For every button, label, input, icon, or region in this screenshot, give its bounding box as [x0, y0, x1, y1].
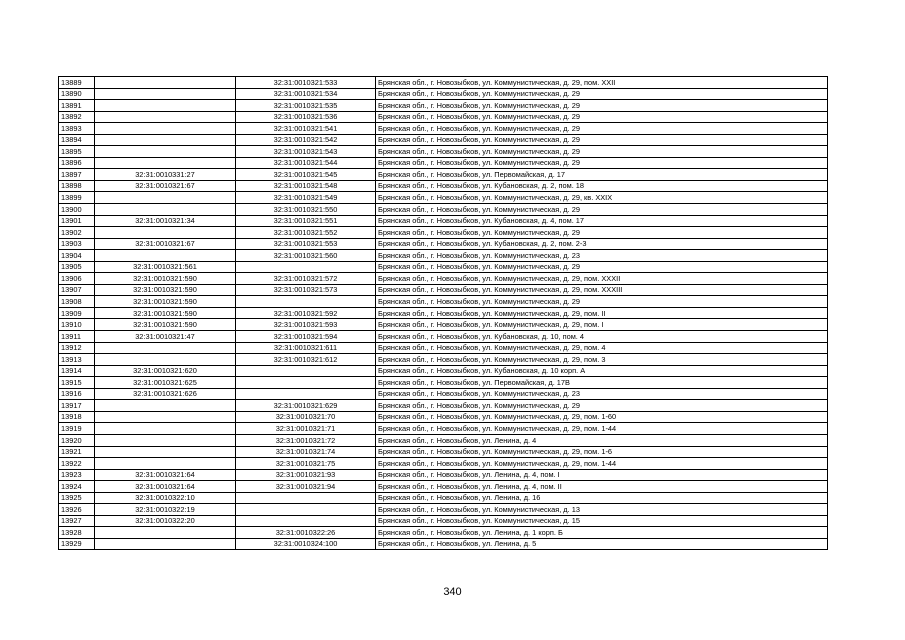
address-cell: Брянская обл., г. Новозыбков, ул. Коммунистическая, д. 29, пом. 4 — [376, 342, 828, 354]
row-number-cell: 13895 — [59, 146, 95, 158]
row-number-cell: 13916 — [59, 388, 95, 400]
object-cadastral-number-cell — [236, 515, 376, 527]
address-cell: Брянская обл., г. Новозыбков, ул. Коммунистическая, д. 29 — [376, 146, 828, 158]
land-cadastral-number-cell: 32:31:0010321:561 — [95, 261, 236, 273]
row-number-cell: 13899 — [59, 192, 95, 204]
table-row — [59, 446, 828, 458]
table-row — [59, 180, 828, 192]
land-cadastral-number-cell: 32:31:0010321:625 — [95, 377, 236, 389]
row-number-cell: 13911 — [59, 331, 95, 343]
row-number-cell: 13902 — [59, 227, 95, 239]
object-cadastral-number-cell: 32:31:0010321:549 — [236, 192, 376, 204]
table-row — [59, 504, 828, 516]
object-cadastral-number-cell: 32:31:0010321:542 — [236, 134, 376, 146]
object-cadastral-number-cell — [236, 377, 376, 389]
row-number-cell: 13915 — [59, 377, 95, 389]
row-number-cell: 13889 — [59, 77, 95, 89]
land-cadastral-number-cell — [95, 146, 236, 158]
row-number-cell: 13893 — [59, 123, 95, 135]
address-cell: Брянская обл., г. Новозыбков, ул. Коммунистическая, д. 23 — [376, 388, 828, 400]
object-cadastral-number-cell: 32:31:0010321:553 — [236, 238, 376, 250]
table-row — [59, 492, 828, 504]
object-cadastral-number-cell — [236, 388, 376, 400]
land-cadastral-number-cell: 32:31:0010321:590 — [95, 273, 236, 285]
table-row — [59, 411, 828, 423]
address-cell: Брянская обл., г. Новозыбков, ул. Кубановская, д. 10 корп. А — [376, 365, 828, 377]
row-number-cell: 13892 — [59, 111, 95, 123]
address-cell: Брянская обл., г. Новозыбков, ул. Коммунистическая, д. 29 — [376, 227, 828, 239]
object-cadastral-number-cell: 32:31:0010321:533 — [236, 77, 376, 89]
table-row — [59, 538, 828, 550]
address-cell: Брянская обл., г. Новозыбков, ул. Ленина, д. 4 — [376, 434, 828, 446]
row-number-cell: 13901 — [59, 215, 95, 227]
land-cadastral-number-cell: 32:31:0010321:626 — [95, 388, 236, 400]
address-cell: Брянская обл., г. Новозыбков, ул. Коммунистическая, д. 29 — [376, 100, 828, 112]
land-cadastral-number-cell: 32:31:0010321:64 — [95, 481, 236, 493]
row-number-cell: 13922 — [59, 458, 95, 470]
table-row — [59, 261, 828, 273]
row-number-cell: 13898 — [59, 180, 95, 192]
object-cadastral-number-cell: 32:31:0010322:26 — [236, 527, 376, 539]
object-cadastral-number-cell: 32:31:0010321:535 — [236, 100, 376, 112]
address-cell: Брянская обл., г. Новозыбков, ул. Кубановская, д. 2, пом. 2-3 — [376, 238, 828, 250]
table-row — [59, 157, 828, 169]
address-cell: Брянская обл., г. Новозыбков, ул. Коммунистическая, д. 29, пом. XXII — [376, 77, 828, 89]
table-row — [59, 192, 828, 204]
table-row — [59, 365, 828, 377]
registry-table-body — [59, 77, 828, 550]
row-number-cell: 13924 — [59, 481, 95, 493]
table-row — [59, 215, 828, 227]
object-cadastral-number-cell: 32:31:0010321:94 — [236, 481, 376, 493]
table-row — [59, 250, 828, 262]
object-cadastral-number-cell: 32:31:0010321:70 — [236, 411, 376, 423]
table-row — [59, 354, 828, 366]
address-cell: Брянская обл., г. Новозыбков, ул. Коммунистическая, д. 29, пом. II — [376, 307, 828, 319]
land-cadastral-number-cell — [95, 411, 236, 423]
address-cell: Брянская обл., г. Новозыбков, ул. Коммунистическая, д. 29, пом. 1-60 — [376, 411, 828, 423]
table-row — [59, 458, 828, 470]
row-number-cell: 13900 — [59, 204, 95, 216]
land-cadastral-number-cell — [95, 227, 236, 239]
object-cadastral-number-cell: 32:31:0010321:75 — [236, 458, 376, 470]
table-row — [59, 77, 828, 89]
object-cadastral-number-cell: 32:31:0010321:560 — [236, 250, 376, 262]
table-row — [59, 88, 828, 100]
land-cadastral-number-cell: 32:31:0010321:64 — [95, 469, 236, 481]
land-cadastral-number-cell — [95, 250, 236, 262]
row-number-cell: 13913 — [59, 354, 95, 366]
address-cell: Брянская обл., г. Новозыбков, ул. Первомайская, д. 17В — [376, 377, 828, 389]
address-cell: Брянская обл., г. Новозыбков, ул. Кубановская, д. 2, пом. 18 — [376, 180, 828, 192]
address-cell: Брянская обл., г. Новозыбков, ул. Коммунистическая, д. 29 — [376, 261, 828, 273]
object-cadastral-number-cell: 32:31:0010321:611 — [236, 342, 376, 354]
row-number-cell: 13908 — [59, 296, 95, 308]
address-cell: Брянская обл., г. Новозыбков, ул. Ленина, д. 4, пом. II — [376, 481, 828, 493]
row-number-cell: 13914 — [59, 365, 95, 377]
land-cadastral-number-cell — [95, 354, 236, 366]
table-row — [59, 423, 828, 435]
row-number-cell: 13919 — [59, 423, 95, 435]
row-number-cell: 13896 — [59, 157, 95, 169]
address-cell: Брянская обл., г. Новозыбков, ул. Коммунистическая, д. 29 — [376, 134, 828, 146]
table-row — [59, 284, 828, 296]
land-cadastral-number-cell: 32:31:0010321:590 — [95, 296, 236, 308]
land-cadastral-number-cell — [95, 157, 236, 169]
land-cadastral-number-cell — [95, 434, 236, 446]
table-row — [59, 515, 828, 527]
row-number-cell: 13905 — [59, 261, 95, 273]
object-cadastral-number-cell: 32:31:0010321:550 — [236, 204, 376, 216]
object-cadastral-number-cell: 32:31:0010324:100 — [236, 538, 376, 550]
land-cadastral-number-cell — [95, 77, 236, 89]
object-cadastral-number-cell: 32:31:0010321:72 — [236, 434, 376, 446]
table-row — [59, 273, 828, 285]
row-number-cell: 13903 — [59, 238, 95, 250]
address-cell: Брянская обл., г. Новозыбков, ул. Коммунистическая, д. 29 — [376, 157, 828, 169]
address-cell: Брянская обл., г. Новозыбков, ул. Коммунистическая, д. 29 — [376, 123, 828, 135]
table-row — [59, 527, 828, 539]
land-cadastral-number-cell: 32:31:0010321:67 — [95, 180, 236, 192]
address-cell: Брянская обл., г. Новозыбков, ул. Ленина, д. 5 — [376, 538, 828, 550]
land-cadastral-number-cell: 32:31:0010321:590 — [95, 307, 236, 319]
row-number-cell: 13923 — [59, 469, 95, 481]
object-cadastral-number-cell — [236, 261, 376, 273]
object-cadastral-number-cell: 32:31:0010321:572 — [236, 273, 376, 285]
address-cell: Брянская обл., г. Новозыбков, ул. Коммунистическая, д. 29 — [376, 111, 828, 123]
object-cadastral-number-cell: 32:31:0010321:545 — [236, 169, 376, 181]
land-cadastral-number-cell — [95, 134, 236, 146]
table-row — [59, 169, 828, 181]
table-row — [59, 342, 828, 354]
row-number-cell: 13929 — [59, 538, 95, 550]
address-cell: Брянская обл., г. Новозыбков, ул. Коммунистическая, д. 29 — [376, 400, 828, 412]
object-cadastral-number-cell: 32:31:0010321:573 — [236, 284, 376, 296]
land-cadastral-number-cell: 32:31:0010322:10 — [95, 492, 236, 504]
address-cell: Брянская обл., г. Новозыбков, ул. Коммунистическая, д. 29, пом. 1-44 — [376, 423, 828, 435]
table-row — [59, 227, 828, 239]
row-number-cell: 13910 — [59, 319, 95, 331]
table-row — [59, 377, 828, 389]
object-cadastral-number-cell: 32:31:0010321:594 — [236, 331, 376, 343]
address-cell: Брянская обл., г. Новозыбков, ул. Коммунистическая, д. 15 — [376, 515, 828, 527]
land-cadastral-number-cell: 32:31:0010321:67 — [95, 238, 236, 250]
address-cell: Брянская обл., г. Новозыбков, ул. Коммунистическая, д. 29 — [376, 296, 828, 308]
land-cadastral-number-cell — [95, 446, 236, 458]
row-number-cell: 13904 — [59, 250, 95, 262]
address-cell: Брянская обл., г. Новозыбков, ул. Коммунистическая, д. 29, пом. I — [376, 319, 828, 331]
table-row — [59, 100, 828, 112]
row-number-cell: 13918 — [59, 411, 95, 423]
land-cadastral-number-cell — [95, 88, 236, 100]
table-row — [59, 296, 828, 308]
row-number-cell: 13920 — [59, 434, 95, 446]
object-cadastral-number-cell: 32:31:0010321:552 — [236, 227, 376, 239]
object-cadastral-number-cell — [236, 504, 376, 516]
address-cell: Брянская обл., г. Новозыбков, ул. Коммунистическая, д. 29 — [376, 204, 828, 216]
object-cadastral-number-cell: 32:31:0010321:612 — [236, 354, 376, 366]
address-cell: Брянская обл., г. Новозыбков, ул. Ленина, д. 1 корп. Б — [376, 527, 828, 539]
land-cadastral-number-cell: 32:31:0010321:620 — [95, 365, 236, 377]
table-row — [59, 307, 828, 319]
land-cadastral-number-cell — [95, 527, 236, 539]
table-row — [59, 146, 828, 158]
object-cadastral-number-cell — [236, 365, 376, 377]
land-cadastral-number-cell: 32:31:0010321:590 — [95, 319, 236, 331]
address-cell: Брянская обл., г. Новозыбков, ул. Коммунистическая, д. 29, пом. 1-44 — [376, 458, 828, 470]
object-cadastral-number-cell: 32:31:0010321:93 — [236, 469, 376, 481]
address-cell: Брянская обл., г. Новозыбков, ул. Первомайская, д. 17 — [376, 169, 828, 181]
object-cadastral-number-cell: 32:31:0010321:536 — [236, 111, 376, 123]
address-cell: Брянская обл., г. Новозыбков, ул. Коммунистическая, д. 23 — [376, 250, 828, 262]
row-number-cell: 13897 — [59, 169, 95, 181]
row-number-cell: 13894 — [59, 134, 95, 146]
table-row — [59, 400, 828, 412]
row-number-cell: 13927 — [59, 515, 95, 527]
row-number-cell: 13891 — [59, 100, 95, 112]
page-number: 340 — [443, 586, 462, 598]
object-cadastral-number-cell — [236, 296, 376, 308]
land-cadastral-number-cell: 32:31:0010321:590 — [95, 284, 236, 296]
land-cadastral-number-cell — [95, 192, 236, 204]
land-cadastral-number-cell — [95, 111, 236, 123]
object-cadastral-number-cell: 32:31:0010321:71 — [236, 423, 376, 435]
row-number-cell: 13928 — [59, 527, 95, 539]
object-cadastral-number-cell: 32:31:0010321:629 — [236, 400, 376, 412]
land-cadastral-number-cell — [95, 423, 236, 435]
table-row — [59, 204, 828, 216]
land-cadastral-number-cell — [95, 458, 236, 470]
land-cadastral-number-cell — [95, 123, 236, 135]
object-cadastral-number-cell: 32:31:0010321:551 — [236, 215, 376, 227]
land-cadastral-number-cell — [95, 342, 236, 354]
address-cell: Брянская обл., г. Новозыбков, ул. Коммунистическая, д. 13 — [376, 504, 828, 516]
row-number-cell: 13890 — [59, 88, 95, 100]
address-cell: Брянская обл., г. Новозыбков, ул. Коммунистическая, д. 29, пом. 3 — [376, 354, 828, 366]
land-cadastral-number-cell: 32:31:0010321:47 — [95, 331, 236, 343]
address-cell: Брянская обл., г. Новозыбков, ул. Кубановская, д. 10, пом. 4 — [376, 331, 828, 343]
object-cadastral-number-cell: 32:31:0010321:548 — [236, 180, 376, 192]
object-cadastral-number-cell: 32:31:0010321:541 — [236, 123, 376, 135]
object-cadastral-number-cell: 32:31:0010321:544 — [236, 157, 376, 169]
land-cadastral-number-cell — [95, 204, 236, 216]
object-cadastral-number-cell: 32:31:0010321:543 — [236, 146, 376, 158]
row-number-cell: 13906 — [59, 273, 95, 285]
address-cell: Брянская обл., г. Новозыбков, ул. Кубановская, д. 4, пом. 17 — [376, 215, 828, 227]
row-number-cell: 13907 — [59, 284, 95, 296]
address-cell: Брянская обл., г. Новозыбков, ул. Коммунистическая, д. 29 — [376, 88, 828, 100]
address-cell: Брянская обл., г. Новозыбков, ул. Коммунистическая, д. 29, пом. XXXII — [376, 273, 828, 285]
table-row — [59, 111, 828, 123]
registry-table — [58, 76, 828, 550]
land-cadastral-number-cell: 32:31:0010322:19 — [95, 504, 236, 516]
address-cell: Брянская обл., г. Новозыбков, ул. Ленина, д. 4, пом. I — [376, 469, 828, 481]
table-row — [59, 481, 828, 493]
table-row — [59, 388, 828, 400]
row-number-cell: 13917 — [59, 400, 95, 412]
table-row — [59, 238, 828, 250]
land-cadastral-number-cell: 32:31:0010322:20 — [95, 515, 236, 527]
object-cadastral-number-cell: 32:31:0010321:534 — [236, 88, 376, 100]
row-number-cell: 13925 — [59, 492, 95, 504]
row-number-cell: 13921 — [59, 446, 95, 458]
object-cadastral-number-cell: 32:31:0010321:593 — [236, 319, 376, 331]
table-row — [59, 331, 828, 343]
table-row — [59, 469, 828, 481]
land-cadastral-number-cell — [95, 100, 236, 112]
land-cadastral-number-cell: 32:31:0010331:27 — [95, 169, 236, 181]
object-cadastral-number-cell — [236, 492, 376, 504]
address-cell: Брянская обл., г. Новозыбков, ул. Ленина, д. 16 — [376, 492, 828, 504]
object-cadastral-number-cell: 32:31:0010321:592 — [236, 307, 376, 319]
land-cadastral-number-cell: 32:31:0010321:34 — [95, 215, 236, 227]
address-cell: Брянская обл., г. Новозыбков, ул. Коммунистическая, д. 29, кв. XXIX — [376, 192, 828, 204]
land-cadastral-number-cell — [95, 400, 236, 412]
table-row — [59, 134, 828, 146]
table-row — [59, 123, 828, 135]
object-cadastral-number-cell: 32:31:0010321:74 — [236, 446, 376, 458]
row-number-cell: 13912 — [59, 342, 95, 354]
table-row — [59, 319, 828, 331]
land-cadastral-number-cell — [95, 538, 236, 550]
address-cell: Брянская обл., г. Новозыбков, ул. Коммунистическая, д. 29, пом. XXXIII — [376, 284, 828, 296]
row-number-cell: 13909 — [59, 307, 95, 319]
table-row — [59, 434, 828, 446]
row-number-cell: 13926 — [59, 504, 95, 516]
address-cell: Брянская обл., г. Новозыбков, ул. Коммунистическая, д. 29, пом. 1-6 — [376, 446, 828, 458]
